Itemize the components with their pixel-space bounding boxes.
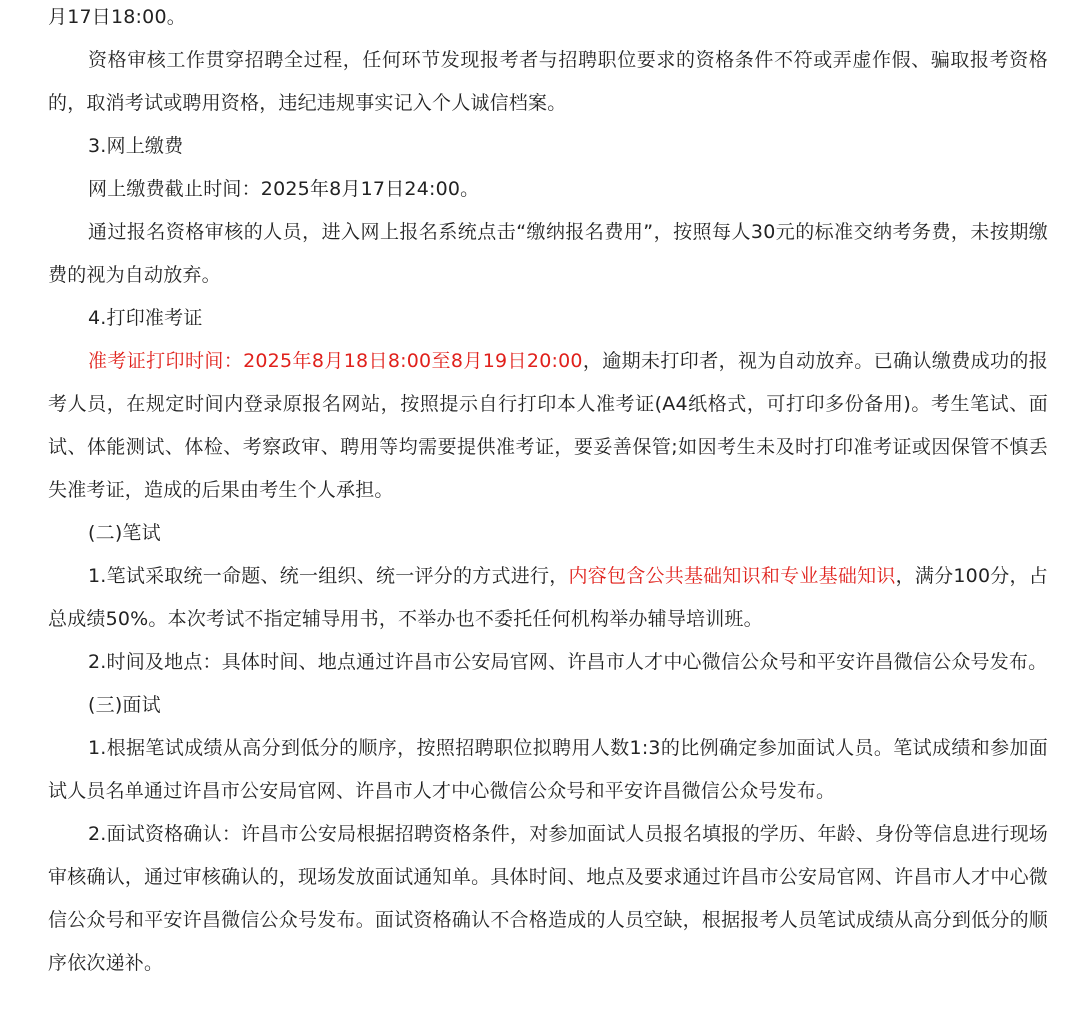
paragraph-payment-instructions: 通过报名资格审核的人员，进入网上报名系统点击“缴纳报名费用”，按照每人30元的标准交纳考务费，未按期缴费的视为自动放弃。 (48, 221, 1048, 286)
article-body (48, 0, 1048, 985)
paragraph-exam-time-location: 2.时间及地点：具体时间、地点通过许昌市公安局官网、许昌市人才中心微信公众号和平安许昌微信公众号发布。 (88, 651, 1048, 673)
paragraph-interview-qualification: 2.面试资格确认：许昌市公安局根据招聘资格条件，对参加面试人员报名填报的学历、年龄、身份等信息进行现场审核确认，通过审核确认的，现场发放面试通知单。具体时间、地点及要求通过许昌市公安局官网、许昌市人才中心微信公众号和平安许昌微信公众号发布。面试资格确认不合格造成的人员空缺，根据报考人员笔试成绩从高分到低分的顺序依次递补。 (48, 823, 1048, 974)
heading-online-payment: 3.网上缴费 (88, 135, 184, 157)
paragraph-written-exam-content (48, 555, 1048, 641)
heading-written-exam: (二)笔试 (88, 522, 161, 544)
paragraph-payment-deadline: 网上缴费截止时间：2025年8月17日24:00。 (88, 178, 480, 200)
written-exam-subjects: 内容包含公共基础知识和专业基础知识 (568, 565, 896, 587)
admission-ticket-details: ，逾期未打印者，视为自动放弃。已确认缴费成功的报考人员，在规定时间内登录原报名网站，按照提示自行打印本人准考证(A4纸格式，可打印多份备用)。考生笔试、面试、体能测试、体检、考察政审、聘用等均需要提供准考证，要妥善保管;如因考生未及时打印准考证或因保管不慎丢失准考证，造成的后果由考生个人承担。 (48, 350, 1048, 501)
heading-print-admission-ticket: 4.打印准考证 (88, 307, 203, 329)
paragraph-admission-ticket (48, 340, 1048, 512)
written-exam-score-info: ，满分100分，占总成绩50%。本次考试不指定辅导用书，不举办也不委托任何机构举办辅导培训班。 (48, 565, 1048, 630)
admission-ticket-print-time: 准考证打印时间：2025年8月18日8:00至8月19日20:00 (88, 350, 583, 372)
heading-interview: (三)面试 (88, 694, 161, 716)
paragraph-deadline-tail: 月17日18:00。 (48, 6, 186, 28)
written-exam-method: 1.笔试采取统一命题、统一组织、统一评分的方式进行， (88, 565, 569, 587)
paragraph-qualification-review: 资格审核工作贯穿招聘全过程，任何环节发现报考者与招聘职位要求的资格条件不符或弄虚作假、骗取报考资格的，取消考试或聘用资格，违纪违规事实记入个人诚信档案。 (48, 49, 1048, 114)
paragraph-interview-selection: 1.根据笔试成绩从高分到低分的顺序，按照招聘职位拟聘用人数1:3的比例确定参加面试人员。笔试成绩和参加面试人员名单通过许昌市公安局官网、许昌市人才中心微信公众号和平安许昌微信公众号发布。 (48, 737, 1048, 802)
